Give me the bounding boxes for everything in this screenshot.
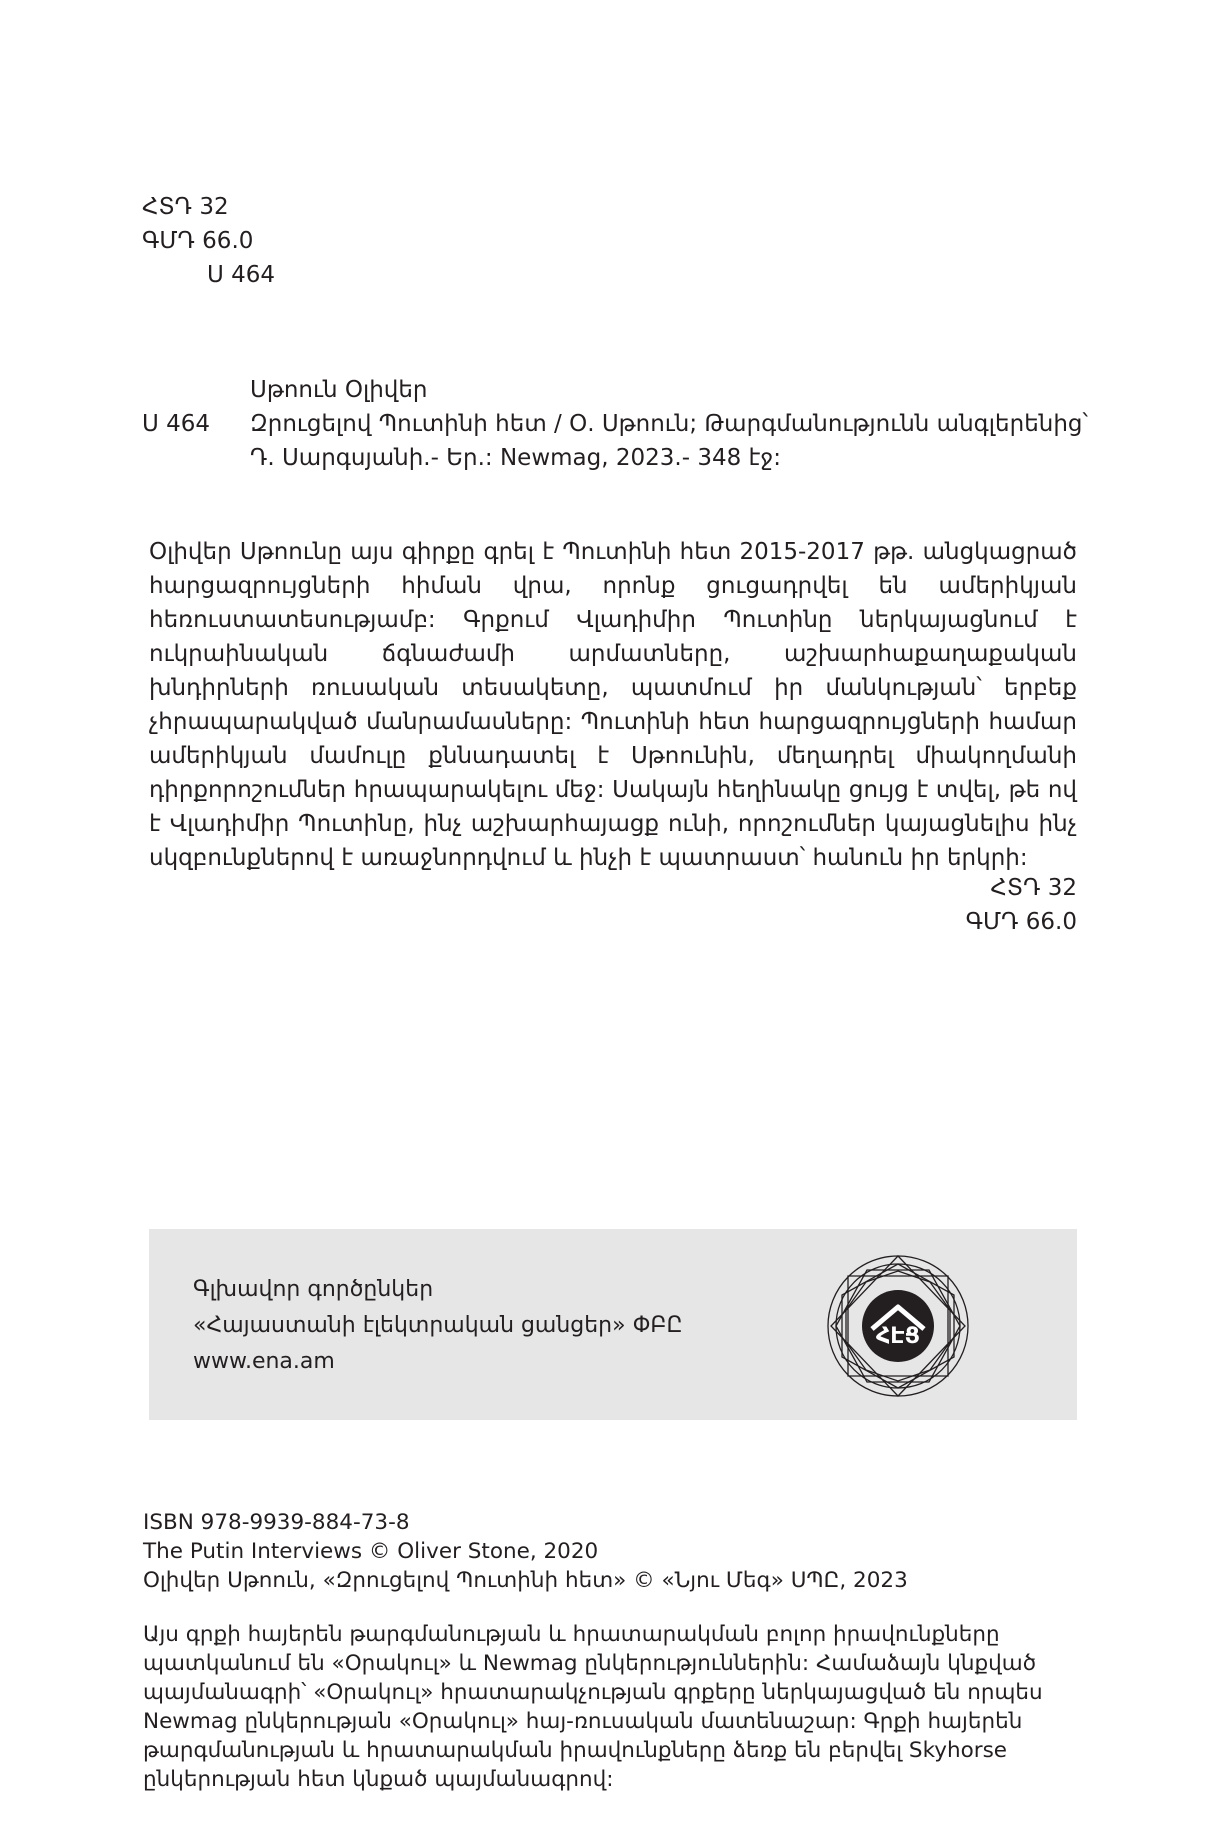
original-copyright: The Putin Interviews © Oliver Stone, 2020 [143,1539,599,1564]
bbk-code-bottom: ԳՄԴ 66.0 [965,909,1077,935]
isbn: ISBN 978-9939-884-73-8 [143,1510,410,1535]
annotation-paragraph: Օլիվեր Սթոունը այս գիրքը գրել է Պուտինի հետ 2015-2017 թթ. անցկացրած հարցազրույցների հիման վրա, որոնք ցուցադրվել են ամերիկյան հեռուստատեսությամբ: Գրքում Վլադիմիր Պուտինը ներկայացնում է ուկրաինական ճգնաժամի արմատները, աշխարհաքաղաքական խնդիրների ռուսական տեսակետը, պատմում իր մանկության՝ երբեք չհրապարակված մանրամասները: Պուտինի հետ հարցազրույցների համար ամերիկյան մամուլը քննադատել է Սթոունին, մեղադրել միակողմանի դիրքորոշումներ հրապարակելու մեջ: Սակայն հեղինակը ցույց է տվել, թե ով է Վլադիմիր Պուտինը, ինչ աշխարհայացք ունի, որոշումներ կայացնելիս ինչ սկզբունքներով է առաջնորդվում և ինչի է պատրաստ՝ հանուն իր երկրի: [149,539,1077,871]
rights-paragraph: Այս գրքի հայերեն թարգմանության և հրատարակման բոլոր իրավունքները պատկանում են «Օրակուլ» և Newmag ընկերություններին: Համաձայն կնքված պայմանագրի՝ «Օրակուլ» հրատարակչության գրքերը ներկայացված են որպես Newmag ընկերության «Օրակուլ» հայ-ռուսական մատենաշար: Գրքի հայերեն թարգմանության և հրատարակման իրավունքները ձեռք են բերվել Skyhorse ընկերության հետ կնքած պայմանագրով: [143,1622,1043,1792]
udc-code: ՀՏԴ 32 [142,194,229,220]
catalog-imprint: Դ. Սարգսյանի.- Եր.: Newmag, 2023.- 348 էջ: [250,445,781,471]
sponsor-company: «Հայաստանի էլեկտրական ցանցեր» ՓԲԸ [193,1313,683,1338]
sponsor-website[interactable]: www.ena.am [193,1349,335,1374]
ena-logo-letters: ՀԷՑ [875,1324,921,1349]
author-mark: Ս 464 [207,262,276,288]
sponsor-box [149,1229,1077,1420]
bbk-code: ԳՄԴ 66.0 [142,228,254,254]
translation-copyright: Օլիվեր Սթոուն, «Զրուցելով Պուտինի հետ» © «Նյու Մեգ» ՍՊԸ, 2023 [143,1568,908,1593]
catalog-title: Զրուցելով Պուտինի հետ / Օ. Սթոուն; Թարգմանությունն անգլերենից՝ [250,411,1088,437]
sponsor-title: Գլխավոր գործընկեր [193,1277,434,1302]
udc-code-bottom: ՀՏԴ 32 [990,875,1077,901]
catalog-mark: Ս 464 [142,411,211,437]
ena-logo [823,1251,973,1401]
catalog-author: Սթոուն Օլիվեր [250,377,428,403]
ena-logo-icon [823,1251,973,1401]
